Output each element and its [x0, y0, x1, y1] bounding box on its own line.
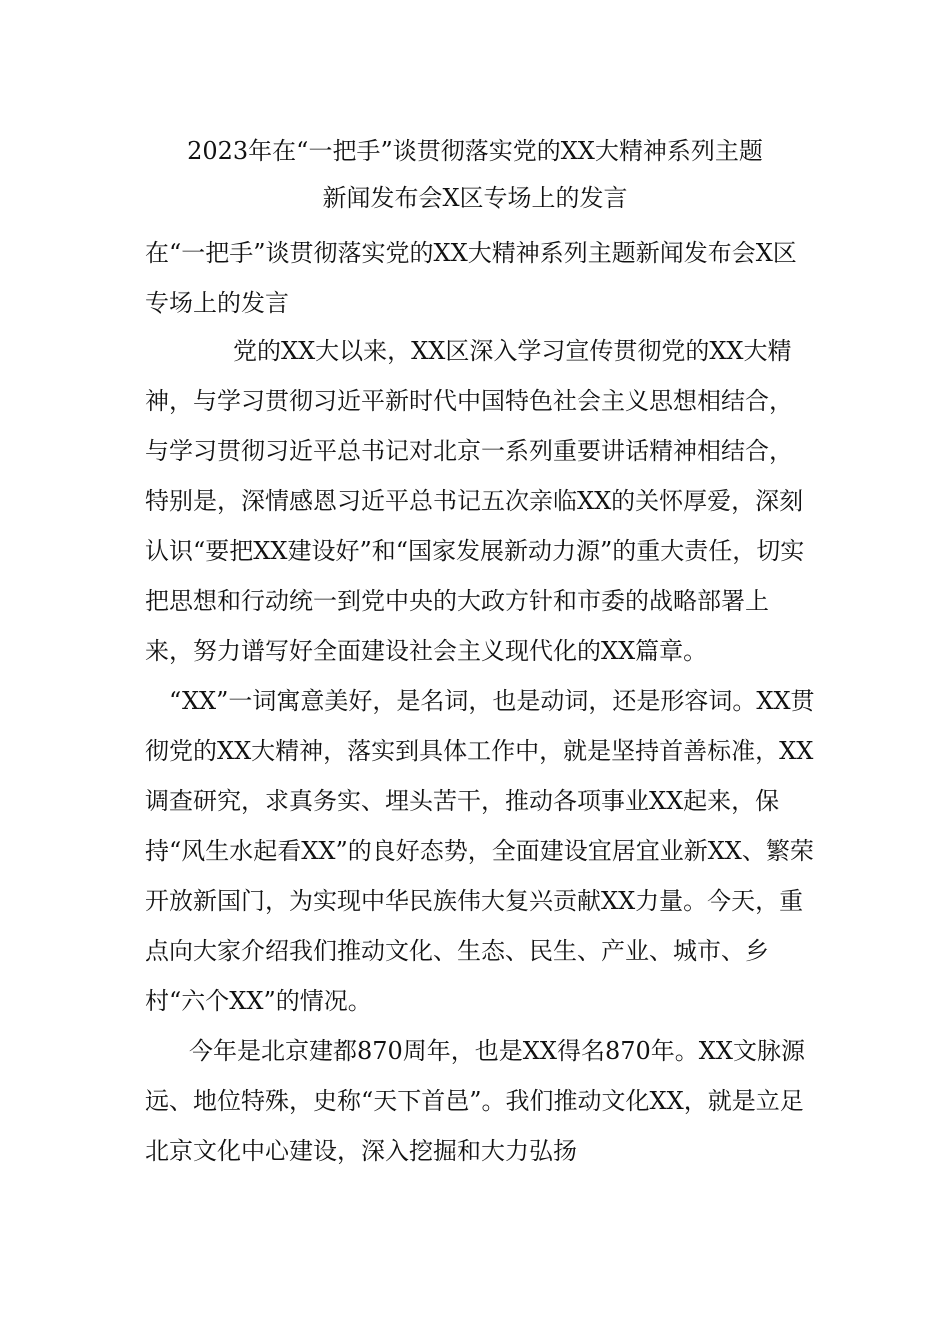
- document-body: [145, 326, 815, 1176]
- document-subtitle: 在“一把手”谈贯彻落实党的XX大精神系列主题新闻发布会X区专场上的发言: [145, 239, 797, 317]
- title-line-2: 新闻发布会X区专场上的发言: [322, 184, 628, 212]
- body-paragraph: “XX”一词寓意美好，是名词，也是动词，还是形容词。XX贯彻党的XX大精神，落实到具体工作中，就是坚持首善标准，XX调查研究，求真务实、埋头苦干，推动各项事业XX起来，保持“风生水起看XX”的良好态势，全面建设宜居宜业新XX、繁荣开放新国门，为实现中华民族伟大复兴贡献XX力量。今天，重点向大家介绍我们推动文化、生态、民生、产业、城市、乡村“六个XX”的情况。: [145, 687, 815, 1015]
- body-paragraph: 今年是北京建都870周年，也是XX得名870年。XX文脉源远、地位特殊，史称“天下首邑”。我们推动文化XX，就是立足北京文化中心建设，深入挖掘和大力弘扬: [145, 1037, 805, 1165]
- body-paragraph: 党的XX大以来，XX区深入学习宣传贯彻党的XX大精神，与学习贯彻习近平新时代中国特色社会主义思想相结合，与学习贯彻习近平总书记对北京一系列重要讲话精神相结合，特别是，深情感恩习近平总书记五次亲临XX的关怀厚爱，深刻认识“要把XX建设好”和“国家发展新动力源”的重大责任，切实把思想和行动统一到党中央的大政方针和市委的战略部署上来，努力谱写好全面建设社会主义现代化的XX篇章。: [145, 337, 805, 665]
- document-title: [120, 128, 830, 222]
- title-line-1: 2023年在“一把手”谈贯彻落实党的XX大精神系列主题: [187, 137, 763, 165]
